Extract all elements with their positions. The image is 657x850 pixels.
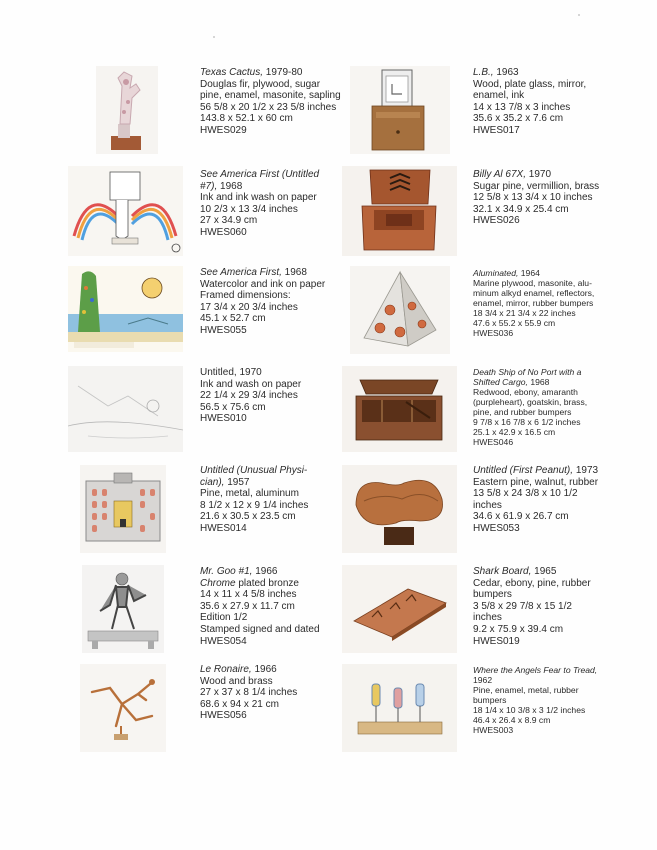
artwork-year: 1973 xyxy=(573,465,599,476)
artwork-thumbnail-untitled-1970 xyxy=(68,366,183,452)
artwork-materials: enamel, ink xyxy=(473,90,525,102)
artwork-dimensions-cm: 21.6 x 30.5 x 23.5 cm xyxy=(200,511,296,523)
artwork-materials: pine, and rubber bumpers xyxy=(473,407,572,417)
artwork-dimensions-cm: 56.5 x 75.6 cm xyxy=(200,401,266,413)
artwork-title: Shifted Cargo, xyxy=(473,377,528,387)
artwork-materials: (purpleheart), goatskin, brass, xyxy=(473,397,588,407)
artwork-caption xyxy=(473,367,587,447)
artwork-title: Untitled, 1970 xyxy=(200,367,262,378)
artwork-title: Texas Cactus, xyxy=(200,67,263,78)
artwork-inventory-id: HWES019 xyxy=(473,635,520,647)
artwork-title: Shark Board, xyxy=(473,566,532,577)
artwork-year: 1968 xyxy=(281,267,307,278)
artwork-inventory-id: HWES029 xyxy=(200,124,247,136)
artwork-inventory-id: HWES060 xyxy=(200,226,247,238)
artwork-dimensions-cm: 9.2 x 75.9 x 39.4 cm xyxy=(473,623,564,635)
artwork-caption xyxy=(200,664,297,722)
artwork-thumbnail-death-ship xyxy=(342,366,457,452)
artwork-thumbnail-aluminated xyxy=(350,266,450,354)
artwork-materials: Marine plywood, masonite, alu- xyxy=(473,278,592,288)
artwork-materials: bumpers xyxy=(473,589,512,601)
artwork-thumbnail-see-america-first xyxy=(68,266,183,352)
artwork-materials: Wood and brass xyxy=(200,675,273,687)
artwork-thumbnail-see-america-first-7 xyxy=(68,166,183,256)
artwork-dimensions-inches: 14 x 13 7/8 x 3 inches xyxy=(473,101,571,113)
artwork-title: Untitled (Unusual Physi- xyxy=(200,465,308,476)
artwork-materials: plated bronze xyxy=(235,577,299,589)
artwork-dimensions-inches: 18 1/4 x 10 3/8 x 3 1/2 inches xyxy=(473,705,586,715)
artwork-dimensions-cm: 32.1 x 34.9 x 25.4 cm xyxy=(473,203,569,215)
artwork-title: #7), xyxy=(200,180,218,192)
artwork-dimensions-cm: 35.6 x 35.2 x 7.6 cm xyxy=(473,113,564,125)
artwork-inventory-id: HWES054 xyxy=(200,635,247,647)
artwork-dimensions-inches: 10 2/3 x 13 3/4 inches xyxy=(200,203,298,215)
artwork-materials: Ink and wash on paper xyxy=(200,378,302,390)
artwork-inventory-id: HWES014 xyxy=(200,522,247,534)
artwork-title: Le Ronaire, xyxy=(200,664,252,675)
artwork-materials: Douglas fir, plywood, sugar xyxy=(200,78,321,90)
artwork-year: 1957 xyxy=(224,476,250,488)
artwork-materials: minum alkyd enamel, reflectors, xyxy=(473,288,595,298)
artwork-title: Where the Angels Fear to Tread, xyxy=(473,665,598,675)
artwork-thumbnail-unusual-physician xyxy=(80,465,166,553)
artwork-thumbnail-first-peanut xyxy=(342,465,457,553)
scan-speck xyxy=(578,14,580,16)
artwork-year: 1979-80 xyxy=(263,67,303,78)
artwork-dimensions-inches: 13 5/8 x 24 3/8 x 10 1/2 xyxy=(473,488,578,500)
artwork-year: 1962 xyxy=(473,675,493,685)
scan-speck xyxy=(213,36,215,38)
artwork-materials: pine, enamel, masonite, sapling xyxy=(200,90,341,102)
artwork-thumbnail-shark-board xyxy=(342,565,457,653)
artwork-title: Death Ship of No Port with a xyxy=(473,367,582,377)
artwork-caption xyxy=(200,367,301,425)
artwork-year: 1968 xyxy=(527,377,550,387)
artwork-inventory-id: HWES036 xyxy=(473,328,514,338)
artwork-dimensions-inches: 3 5/8 x 29 7/8 x 15 1/2 xyxy=(473,600,572,612)
artwork-caption xyxy=(200,465,308,535)
artwork-caption xyxy=(200,566,320,647)
artwork-caption xyxy=(200,267,325,337)
artwork-dimensions-inches: 27 x 37 x 8 1/4 inches xyxy=(200,687,298,699)
artwork-dimensions-inches: 9 7/8 x 16 7/8 x 6 1/2 inches xyxy=(473,417,581,427)
artwork-materials: Ink and ink wash on paper xyxy=(200,192,317,204)
artwork-materials: Wood, plate glass, mirror, xyxy=(473,78,587,90)
artwork-framed-label: Framed dimensions: xyxy=(200,290,291,302)
artwork-caption xyxy=(200,169,319,239)
artwork-inventory-id: HWES053 xyxy=(473,522,520,534)
artwork-dimensions-inches: 12 5/8 x 13 3/4 x 10 inches xyxy=(473,192,593,204)
artwork-dimensions-inches: 17 3/4 x 20 3/4 inches xyxy=(200,301,298,313)
artwork-inventory-id: HWES017 xyxy=(473,124,520,136)
artwork-materials: bumpers xyxy=(473,695,507,705)
artwork-edition: Edition 1/2 xyxy=(200,612,248,624)
artwork-materials: Watercolor and ink on paper xyxy=(200,278,326,290)
artwork-title: Aluminated, xyxy=(473,268,519,278)
artwork-materials: Cedar, ebony, pine, rubber xyxy=(473,577,591,589)
artwork-title: cian), xyxy=(200,476,225,488)
artwork-title: Billy Al 67X, xyxy=(473,169,526,180)
artwork-thumbnail-le-ronaire xyxy=(80,664,166,752)
artwork-dimensions-cm: 27 x 34.9 cm xyxy=(200,215,258,227)
artwork-inventory-id: HWES046 xyxy=(473,437,514,447)
artwork-year: 1965 xyxy=(531,566,557,577)
artwork-title: See America First (Untitled xyxy=(200,169,320,180)
artwork-materials-italic: Chrome xyxy=(200,577,236,589)
artwork-caption xyxy=(473,268,594,338)
artwork-materials: Eastern pine, walnut, rubber xyxy=(473,476,599,488)
artwork-inventory-id: HWES003 xyxy=(473,725,514,735)
artwork-dimensions-inches: inches xyxy=(473,612,502,624)
artwork-dimensions-cm: 46.4 x 26.4 x 8.9 cm xyxy=(473,715,551,725)
artwork-year: 1963 xyxy=(493,67,519,78)
artwork-materials: enamel, mirror, rubber bumpers xyxy=(473,298,594,308)
artwork-year: 1964 xyxy=(518,268,540,278)
artwork-year: 1966 xyxy=(251,664,277,675)
artwork-thumbnail-where-angels-fear xyxy=(342,664,457,752)
artwork-title: See America First, xyxy=(200,267,282,278)
artwork-dimensions-cm: 47.6 x 55.2 x 55.9 cm xyxy=(473,318,556,328)
artwork-materials: Redwood, ebony, amaranth xyxy=(473,387,578,397)
artwork-thumbnail-billy-al-67x xyxy=(342,166,457,256)
artwork-dimensions-cm: 25.1 x 42.9 x 16.5 cm xyxy=(473,427,556,437)
artwork-materials: Sugar pine, vermillion, brass xyxy=(473,180,600,192)
artwork-dimensions-inches: 18 3/4 x 21 3/4 x 22 inches xyxy=(473,308,576,318)
artwork-dimensions-inches: 56 5/8 x 20 1/2 x 23 5/8 inches xyxy=(200,101,337,113)
artwork-caption xyxy=(473,566,591,647)
artwork-caption xyxy=(473,665,597,735)
artwork-title: Mr. Goo #1, xyxy=(200,566,253,577)
artwork-materials: Pine, enamel, metal, rubber xyxy=(473,685,579,695)
artwork-year: 1966 xyxy=(252,566,278,577)
artwork-year: 1970 xyxy=(525,169,552,180)
artwork-title: Untitled (First Peanut), xyxy=(473,465,574,476)
artwork-inventory-id: HWES010 xyxy=(200,413,247,425)
artwork-dimensions-inches: 14 x 11 x 4 5/8 inches xyxy=(200,589,297,601)
artwork-thumbnail-lb xyxy=(350,66,450,154)
artwork-dimensions-cm: 34.6 x 61.9 x 26.7 cm xyxy=(473,511,569,523)
artwork-title: L.B., xyxy=(473,67,494,78)
artwork-caption xyxy=(473,169,599,227)
artwork-caption xyxy=(200,67,341,137)
artwork-materials: Pine, metal, aluminum xyxy=(200,488,299,500)
artwork-inventory-id: HWES026 xyxy=(473,215,520,227)
artwork-dimensions-cm: 35.6 x 27.9 x 11.7 cm xyxy=(200,600,295,612)
artwork-dimensions-cm: 143.8 x 52.1 x 60 cm xyxy=(200,113,293,125)
artwork-signature-note: Stamped signed and dated xyxy=(200,623,320,635)
artwork-dimensions-cm: 68.6 x 94 x 21 cm xyxy=(200,698,279,710)
artwork-dimensions-cm: 45.1 x 52.7 cm xyxy=(200,313,266,325)
artwork-dimensions-inches: 22 1/4 x 29 3/4 inches xyxy=(200,390,298,402)
artwork-inventory-id: HWES055 xyxy=(200,324,247,336)
artwork-caption xyxy=(473,465,598,535)
artwork-thumbnail-mr-goo xyxy=(82,565,164,653)
artwork-dimensions-inches: inches xyxy=(473,499,502,511)
artwork-dimensions-inches: 8 1/2 x 12 x 9 1/4 inches xyxy=(200,499,309,511)
artwork-year: 1968 xyxy=(217,180,243,192)
artwork-thumbnail-texas-cactus xyxy=(96,66,158,154)
artwork-inventory-id: HWES056 xyxy=(200,710,247,722)
artwork-caption xyxy=(473,67,586,137)
